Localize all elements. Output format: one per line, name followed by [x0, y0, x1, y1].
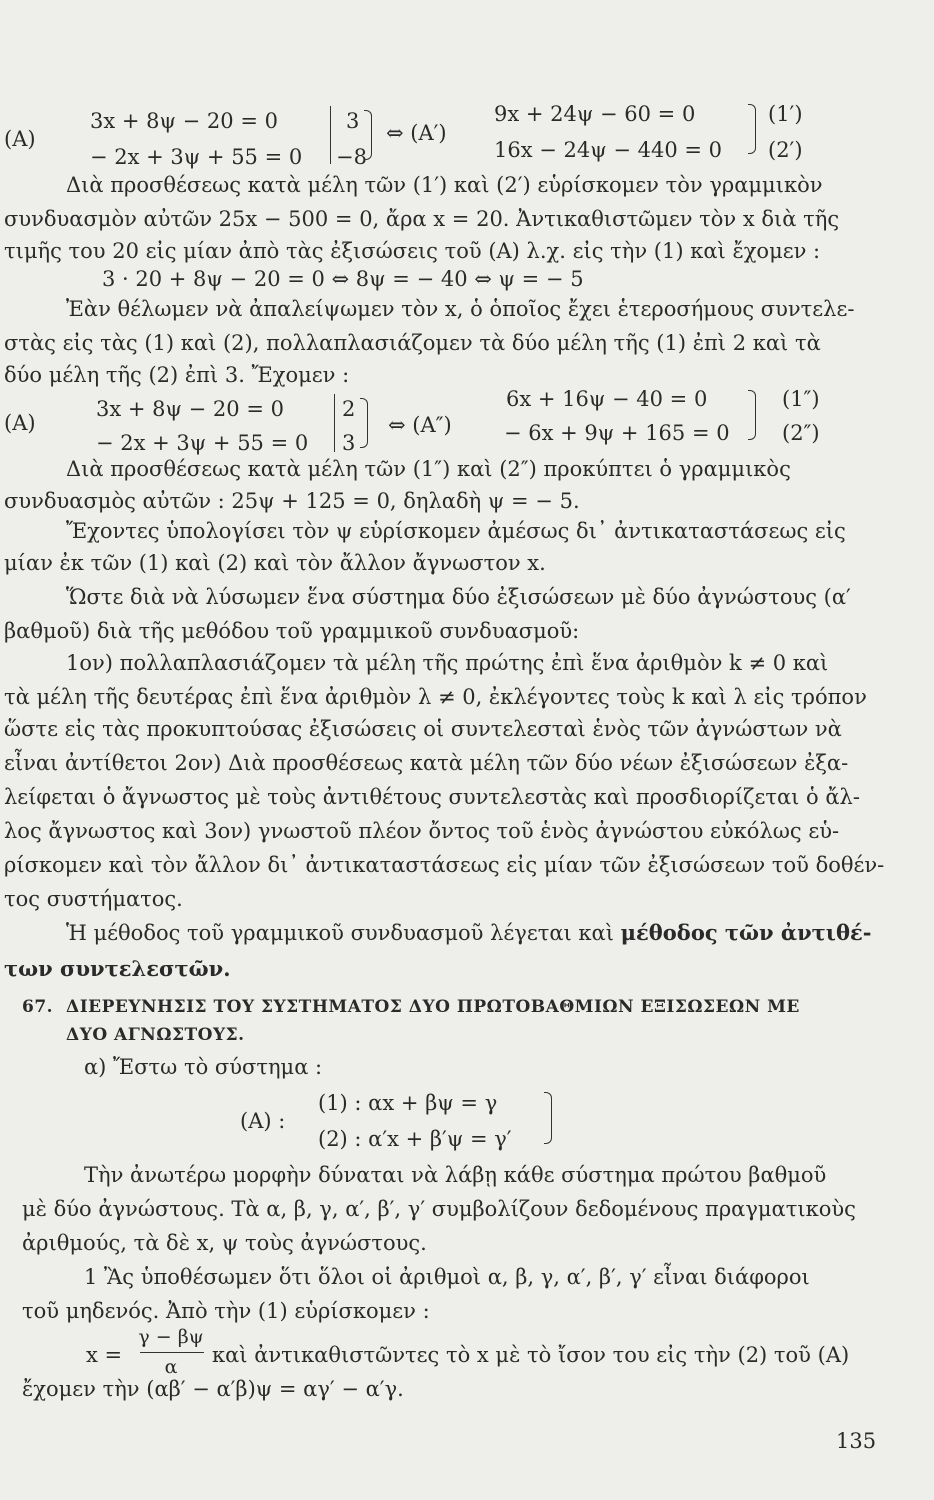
page-number: 135 — [836, 1429, 877, 1453]
system1-multiplier2: −8 — [336, 145, 367, 169]
system1-right-brace — [364, 110, 372, 160]
para2-line1: Ἐὰν θέλωμεν νὰ ἀπαλείψωμεν τὸν x, ὁ ὁποῖος ἔχει ἑτεροσήμους συντελε- — [66, 297, 855, 321]
system2-eq1: 3x + 8ψ − 20 = 0 — [96, 397, 284, 421]
case-a-brace — [544, 1092, 552, 1144]
para3-line2: συνδυασμὸς αὐτῶν : 25ψ + 125 = 0, δηλαδὴ ψ = − 5. — [4, 489, 580, 513]
system2-multiplier2: 3 — [342, 431, 356, 455]
para5-bold-term: μέθοδος τῶν ἀντιθέ- — [620, 920, 872, 945]
para4-line6: εἶναι ἀντίθετοι 2ον) Διὰ προσθέσεως κατὰ μέλη τῶν δύο νέων ἐξισώσεων ἐξα- — [4, 751, 849, 775]
para4-line3: 1ον) πολλαπλασιάζομεν τὰ μέλη τῆς πρώτης ἐπὶ ἕνα ἀριθμὸν k ≠ 0 καὶ — [66, 651, 829, 675]
para4-line10: τος συστήματος. — [4, 887, 183, 911]
para4-line5: ὥστε εἰς τὰς προκυπτούσας ἐξισώσεις οἱ συντελεσταὶ ἑνὸς τῶν ἀγνώστων νὰ — [4, 717, 842, 741]
system1-eq1: 3x + 8ψ − 20 = 0 — [90, 109, 278, 133]
system1-prime-brace — [748, 104, 756, 154]
case-a-eq2: (2) : α′x + β′ψ = γ′ — [318, 1127, 512, 1151]
para1-line1: Διὰ προσθέσεως κατὰ μέλη τῶν (1′) καὶ (2′) εὑρίσκομεν τὸν γραμμικὸν — [66, 173, 823, 197]
system2-multiplier1: 2 — [342, 397, 356, 421]
system2-eq2-prime: − 6x + 9ψ + 165 = 0 — [504, 421, 730, 445]
section-number: 67. — [22, 997, 54, 1017]
system2-tag1: (1″) — [782, 387, 820, 411]
section-title-line1: ΔΙΕΡΕΥΝΗΣΙΣ ΤΟΥ ΣΥΣΤΗΜΑΤΟΣ ΔΥΟ ΠΡΩΤΟΒΑΘΜΙΩΝ ΕΞΙΣΩΣΕΩΝ ΜΕ — [66, 997, 800, 1017]
para4-line1: Ὥστε διὰ νὰ λύσωμεν ἕνα σύστημα δύο ἐξισώσεων μὲ δύο ἀγνώστους (α′ — [66, 585, 851, 609]
para6-line1: Τὴν ἀνωτέρω μορφὴν δύναται νὰ λάβῃ κάθε σύστημα πρώτου βαθμοῦ — [84, 1163, 827, 1187]
system2-equivalence: ⇔ (A″) — [388, 413, 452, 437]
system2-divider — [334, 394, 335, 452]
para5-line2: των συντελεστῶν. — [4, 956, 231, 981]
para1-equation: 3 · 20 + 8ψ − 20 = 0 ⇔ 8ψ = − 40 ⇔ ψ = − 5 — [102, 267, 584, 291]
para5-line1 — [66, 920, 871, 946]
para3-line3: Ἔχοντες ὑπολογίσει τὸν ψ εὑρίσκομεν ἀμέσως δι᾽ ἀντικαταστάσεως εἰς — [66, 519, 846, 543]
system2-eq2: − 2x + 3ψ + 55 = 0 — [96, 431, 309, 455]
para3-line4: μίαν ἐκ τῶν (1) καὶ (2) καὶ τὸν ἄλλον ἄγνωστον x. — [4, 551, 546, 575]
para6-line3: ἀριθμούς, τὰ δὲ x, ψ τοὺς ἀγνώστους. — [22, 1231, 427, 1255]
para4-line8: λος ἄγνωστος καὶ 3ον) γνωστοῦ πλέον ὄντος τοῦ ἑνὸς ἀγνώστου εὐκόλως εὑ- — [4, 819, 840, 843]
system2-label: (A) — [4, 411, 36, 435]
para7-line4: ἔχομεν τὴν (αβ′ − α′β)ψ = αγ′ − α′γ. — [22, 1377, 404, 1401]
fraction-bar — [140, 1352, 204, 1353]
para7-line2: τοῦ μηδενός. Ἀπὸ τὴν (1) εὑρίσκομεν : — [22, 1299, 430, 1323]
para5-text: Ἡ μέθοδος τοῦ γραμμικοῦ συνδυασμοῦ λέγεται καὶ — [66, 921, 614, 945]
system1-eq1-prime: 9x + 24ψ − 60 = 0 — [494, 102, 696, 126]
system1-tag1: (1′) — [768, 102, 803, 126]
para4-line9: ρίσκομεν καὶ τὸν ἄλλον δι᾽ ἀντικαταστάσεως εἰς μίαν τῶν ἐξισώσεων τοῦ δοθέν- — [4, 853, 885, 877]
system1-eq2: − 2x + 3ψ + 55 = 0 — [90, 145, 303, 169]
system2-prime-brace — [748, 390, 756, 440]
section-title-line2: ΔΥΟ ΑΓΝΩΣΤΟΥΣ. — [66, 1025, 245, 1045]
fraction-numerator: γ − βψ — [138, 1326, 204, 1348]
para4-line2: βαθμοῦ) διὰ τῆς μεθόδου τοῦ γραμμικοῦ συνδυασμοῦ: — [4, 619, 580, 643]
para1-line3: τιμῆς του 20 εἰς μίαν ἀπὸ τὰς ἐξισώσεις τοῦ (A) λ.χ. εἰς τὴν (1) καὶ ἔχομεν : — [4, 239, 821, 263]
para6-line2: μὲ δύο ἀγνώστους. Τὰ α, β, γ, α′, β′, γ′ συμβολίζουν δεδομένους πραγματικοὺς — [22, 1197, 856, 1221]
system1-divider — [330, 106, 331, 164]
para2-line2: στὰς εἰς τὰς (1) καὶ (2), πολλαπλασιάζομεν τὰ δύο μέλη τῆς (1) ἐπὶ 2 καὶ τὰ — [4, 331, 821, 355]
para4-line4: τὰ μέλη τῆς δευτέρας ἐπὶ ἕνα ἀριθμὸν λ ≠ 0, ἐκλέγοντες τοὺς k καὶ λ εἰς τρόπον — [4, 685, 867, 709]
system1-tag2: (2′) — [768, 138, 803, 162]
system1-label: (A) — [4, 127, 36, 151]
para4-line7: λείφεται ὁ ἄγνωστος μὲ τοὺς ἀντιθέτους συντελεστὰς καὶ προσδιορίζεται ὁ ἄλ- — [4, 785, 860, 809]
para1-line2: συνδυασμὸν αὐτῶν 25x − 500 = 0, ἄρα x = 20. Ἀντικαθιστῶμεν τὸν x διὰ τῆς — [4, 207, 840, 231]
system2-eq1-prime: 6x + 16ψ − 40 = 0 — [506, 387, 708, 411]
para7-line3: καὶ ἀντικαθιστῶντες τὸ x μὲ τὸ ἴσον του εἰς τὴν (2) τοῦ (A) — [212, 1343, 850, 1367]
fraction-denominator: α — [164, 1356, 178, 1378]
x-equals: x = — [86, 1343, 123, 1367]
system2-right-brace — [360, 398, 368, 448]
system1-multiplier1: 3 — [346, 109, 360, 133]
case-a-eq1: (1) : αx + βψ = γ — [318, 1091, 498, 1115]
para3-line1: Διὰ προσθέσεως κατὰ μέλη τῶν (1″) καὶ (2″) προκύπτει ὁ γραμμικὸς — [66, 457, 791, 481]
case-a-intro: α) Ἔστω τὸ σύστημα : — [84, 1055, 323, 1079]
system2-tag2: (2″) — [782, 421, 820, 445]
case-a-system-label: (A) : — [240, 1109, 286, 1133]
system1-eq2-prime: 16x − 24ψ − 440 = 0 — [494, 138, 723, 162]
para7-line1: 1 Ἂς ὑποθέσωμεν ὅτι ὅλοι οἱ ἀριθμοὶ α, β, γ, α′, β′, γ′ εἶναι διάφοροι — [84, 1265, 810, 1289]
system1-equivalence: ⇔ (A′) — [386, 121, 447, 145]
para2-line3: δύο μέλη τῆς (2) ἐπὶ 3. Ἔχομεν : — [4, 363, 350, 387]
